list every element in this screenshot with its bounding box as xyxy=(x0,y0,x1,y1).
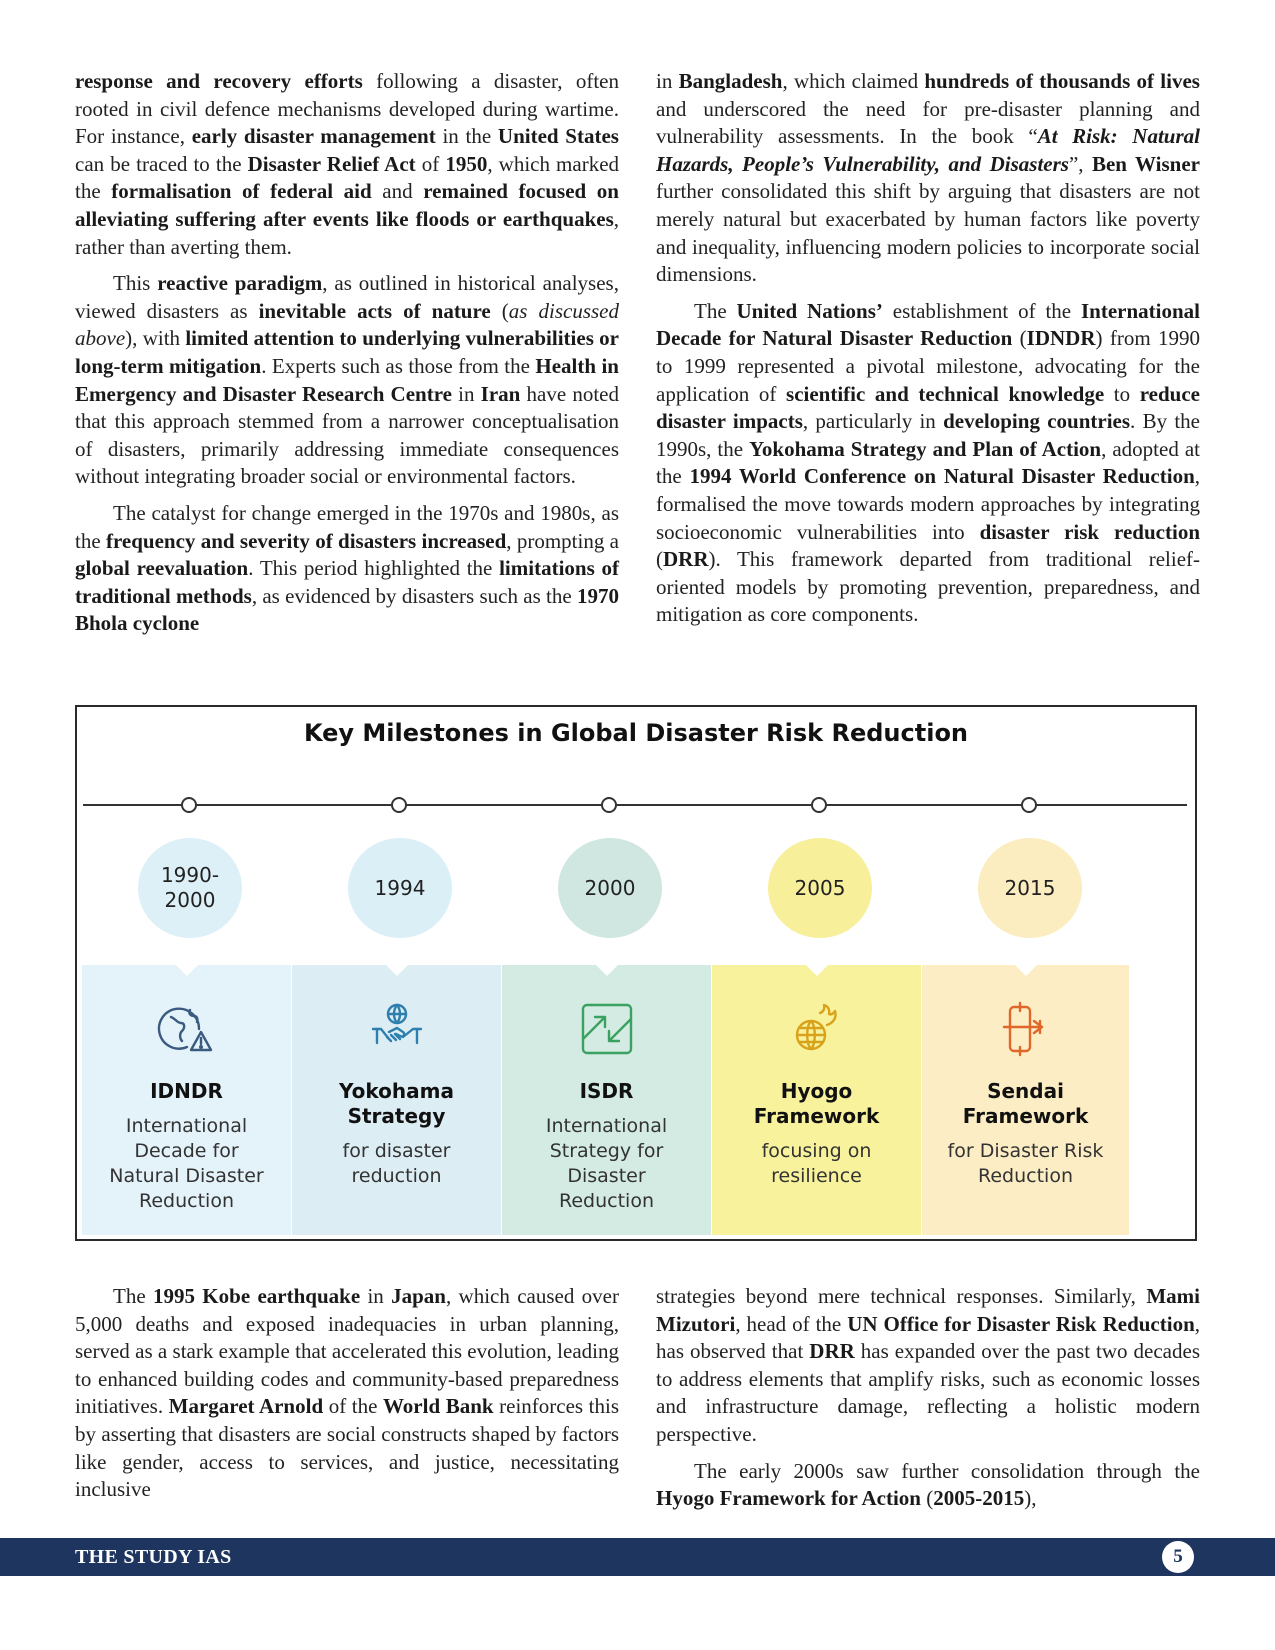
year-label-line: 2000 xyxy=(584,875,636,900)
strategy-arrows-icon xyxy=(577,999,637,1059)
year-label-line: 2015 xyxy=(1004,875,1056,900)
year-bubble xyxy=(768,838,872,938)
milestone-description-line: International xyxy=(125,1115,248,1137)
exit-arrow-icon xyxy=(996,999,1056,1059)
timeline-dot xyxy=(811,797,827,813)
milestone-title xyxy=(88,1079,285,1104)
milestone-description-line: Disaster xyxy=(567,1165,646,1187)
year-label xyxy=(1005,876,1056,901)
bottom-left-column xyxy=(75,1283,619,1504)
milestone-description xyxy=(298,1139,495,1189)
milestone-description-line: International xyxy=(545,1115,668,1137)
milestone-card xyxy=(922,965,1129,1235)
page-number: 5 xyxy=(1162,1541,1194,1573)
milestone-description-line: reduction xyxy=(351,1165,442,1187)
paragraph: The early 2000s saw further consolidation through the Hyogo Framework for Action (2005-2015), xyxy=(656,1458,1200,1511)
milestone-description-line: Decade for xyxy=(134,1140,239,1162)
handshake-globe-icon xyxy=(367,999,427,1059)
paragraph: This reactive paradigm, as outlined in historical analyses, viewed disasters as inevitable acts of nature (as discussed above), with limited attention to underlying vulnerabilities or long-term mitigation. Experts such as those from the Health in Emergency and Disaster Research Centre in Iran have noted that this approach stemmed from a narrower conceptualisation of disasters, primarily addressing immediate consequences without integrating broader social or environmental factors. xyxy=(75,271,620,489)
milestone-description xyxy=(718,1139,915,1189)
year-label-line: 1990- xyxy=(160,863,220,887)
milestone-card xyxy=(502,965,711,1235)
paragraph: in Bangladesh, which claimed hundreds of thousands of lives and underscored the need for pre-disaster planning and vulnerability assessments. In the book “At Risk: Natural Hazards, People’s Vulnerability, and Disasters”, Ben Wisner further consolidated this shift by arguing that disasters are not merely natural but exacerbated by human factors like poverty and inequality, influencing modern policies to incorporate social dimensions. xyxy=(656,69,1201,287)
paragraph: response and recovery efforts following a disaster, often rooted in civil defence mechanisms developed during wartime. For instance, early disaster management in the United States can be traced to the Disaster Relief Act of 1950, which marked the formalisation of federal aid and remained focused on alleviating suffering after events like floods or earthquakes, rather than averting them. xyxy=(75,69,620,259)
milestone-description-line: for Disaster Risk xyxy=(947,1140,1104,1162)
year-bubble xyxy=(138,838,242,938)
milestone-description-line: for disaster xyxy=(342,1140,451,1162)
milestone-description-line: Strategy for xyxy=(549,1140,664,1162)
paragraph: strategies beyond mere technical responses. Similarly, Mami Mizutori, head of the UN Office for Disaster Risk Reduction, has observed that DRR has expanded over the past two decades to address elements that amplify risks, such as economic losses and infrastructure damage, reflecting a holistic modern perspective. xyxy=(656,1284,1201,1446)
year-bubble xyxy=(978,838,1082,938)
milestone-card xyxy=(712,965,921,1235)
milestone-description-line: Natural Disaster xyxy=(109,1165,264,1187)
milestone-title-line: ISDR xyxy=(579,1079,634,1103)
milestone-description xyxy=(508,1114,705,1214)
milestone-title xyxy=(298,1079,495,1129)
paragraph: The catalyst for change emerged in the 1970s and 1980s, as the frequency and severity of disasters increased, prompting a global reevaluation. This period highlighted the limitations of traditional methods, as evidenced by disasters such as the 1970 Bhola cyclone xyxy=(75,500,619,636)
year-label-line: 2000 xyxy=(164,888,216,912)
milestone-title-line: Sendai xyxy=(987,1079,1064,1103)
globe-warning-icon xyxy=(157,999,217,1059)
year-label xyxy=(161,863,219,913)
year-bubble xyxy=(348,838,452,938)
footer-brand: THE STUDY IAS xyxy=(75,1546,232,1568)
year-label xyxy=(585,876,636,901)
milestone-title-line: Hyogo xyxy=(780,1079,853,1103)
milestone-title xyxy=(928,1079,1123,1129)
footer-bar xyxy=(0,1538,1275,1576)
milestone-title xyxy=(508,1079,705,1104)
top-left-column xyxy=(75,68,619,638)
timeline-dot xyxy=(601,797,617,813)
year-label xyxy=(795,876,846,901)
year-label-line: 2005 xyxy=(794,875,846,900)
milestone-description-line: Reduction xyxy=(978,1165,1073,1187)
bottom-right-column xyxy=(656,1283,1200,1513)
milestone-description xyxy=(928,1139,1123,1189)
milestone-description-line: Reduction xyxy=(559,1190,654,1212)
paragraph: The 1995 Kobe earthquake in Japan, which caused over 5,000 deaths and exposed inadequacies in urban planning, served as a stark example that accelerated this evolution, leading to enhanced building codes and community-based preparedness initiatives. Margaret Arnold of the World Bank reinforces this by asserting that disasters are social constructs shaped by factors like gender, access to services, and justice, necessitating inclusive xyxy=(75,1284,619,1502)
timeline-dot xyxy=(181,797,197,813)
milestone-description xyxy=(88,1114,285,1214)
milestone-title-line: Framework xyxy=(962,1104,1089,1128)
milestone-description-line: resilience xyxy=(771,1165,862,1187)
year-label xyxy=(375,876,426,901)
milestone-card xyxy=(292,965,501,1235)
milestone-title-line: Strategy xyxy=(347,1104,446,1128)
milestone-description-line: Reduction xyxy=(139,1190,234,1212)
year-bubble xyxy=(558,838,662,938)
milestone-title xyxy=(718,1079,915,1129)
paragraph: The United Nations’ establishment of the International Decade for Natural Disaster Reduction (IDNDR) from 1990 to 1999 represented a pivotal milestone, advocating for the application of scientific and technical knowledge to reduce disaster impacts, particularly in developing countries. By the 1990s, the Yokohama Strategy and Plan of Action, adopted at the 1994 World Conference on Natural Disaster Reduction, formalised the move towards modern approaches by integrating socioeconomic vulnerabilities into disaster risk reduction (DRR). This framework departed from traditional relief-oriented models by promoting prevention, preparedness, and mitigation as core components. xyxy=(656,298,1201,627)
milestones-figure xyxy=(75,705,1197,1241)
milestone-title-line: Framework xyxy=(753,1104,880,1128)
timeline-dot xyxy=(391,797,407,813)
year-label-line: 1994 xyxy=(374,875,426,900)
milestone-title-line: IDNDR xyxy=(150,1079,223,1103)
milestone-description-line: focusing on xyxy=(761,1140,872,1162)
figure-title: Key Milestones in Global Disaster Risk Reduction xyxy=(303,719,969,747)
top-right-column xyxy=(656,68,1200,629)
milestone-title-line: Yokohama xyxy=(339,1079,454,1103)
globe-flame-icon xyxy=(787,999,847,1059)
timeline-dot xyxy=(1021,797,1037,813)
milestone-card xyxy=(82,965,291,1235)
